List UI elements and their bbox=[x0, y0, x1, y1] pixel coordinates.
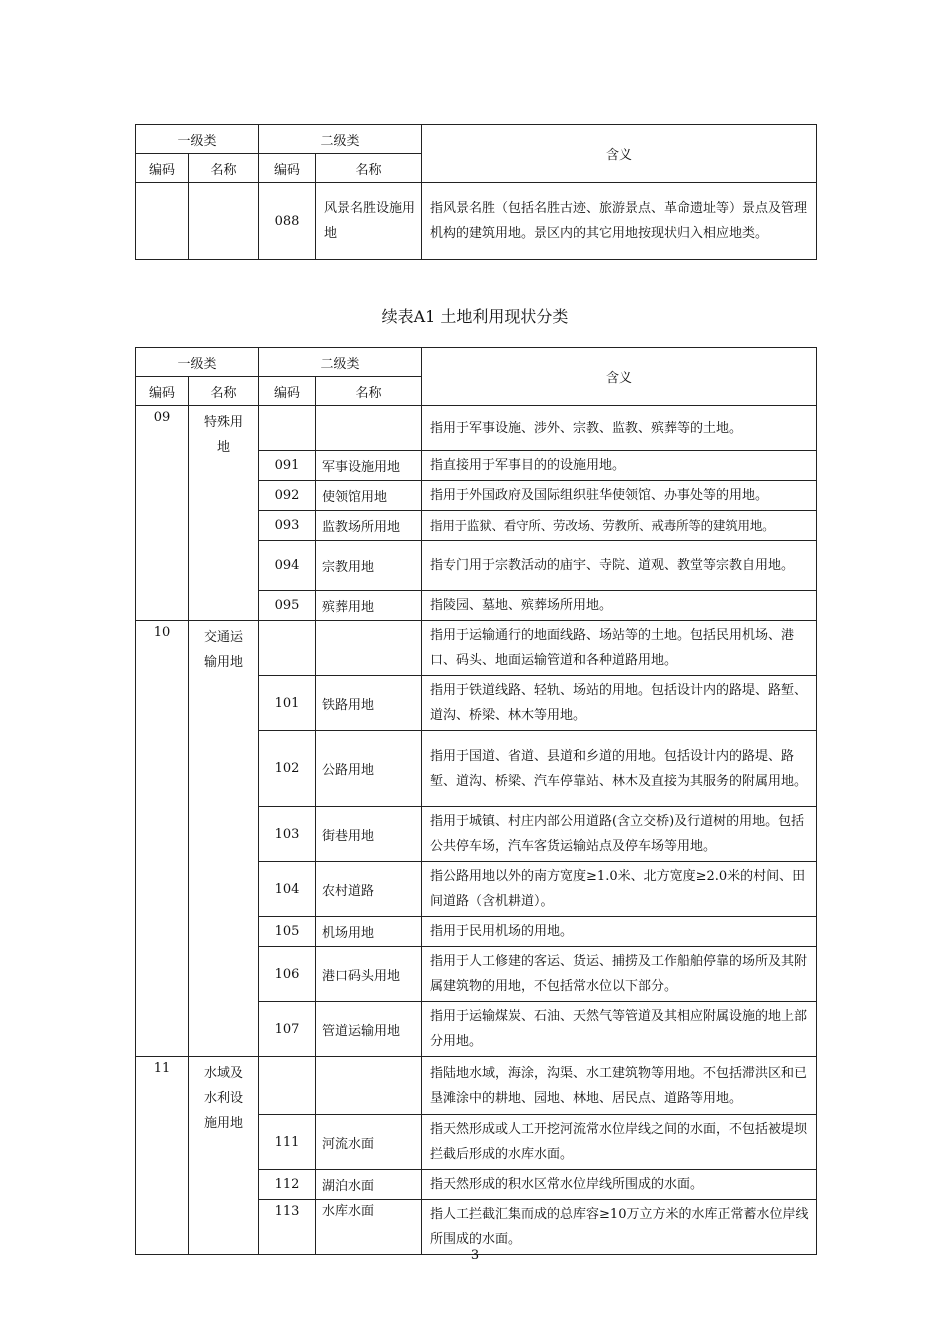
group-row bbox=[136, 406, 817, 451]
row-desc: 指陵园、墓地、殡葬场所用地。 bbox=[422, 591, 817, 621]
row-code: 107 bbox=[259, 1002, 316, 1057]
row-name: 铁路用地 bbox=[316, 676, 422, 731]
header-meaning: 含义 bbox=[422, 125, 817, 183]
row-desc: 指用于民用机场的用地。 bbox=[422, 917, 817, 947]
header-name: 名称 bbox=[189, 377, 259, 406]
row-name: 管道运输用地 bbox=[316, 1002, 422, 1057]
row-code: 104 bbox=[259, 862, 316, 917]
row-name: 河流水面 bbox=[316, 1115, 422, 1170]
table-title: 续表A1 土地利用现状分类 bbox=[381, 307, 569, 326]
row-code: 088 bbox=[259, 183, 316, 260]
row-code: 106 bbox=[259, 947, 316, 1002]
header-level2: 二级类 bbox=[259, 348, 422, 377]
row-code: 105 bbox=[259, 917, 316, 947]
header-code: 编码 bbox=[259, 377, 316, 406]
header-code: 编码 bbox=[259, 154, 316, 183]
row-name: 军事设施用地 bbox=[316, 451, 422, 481]
row-name: 殡葬用地 bbox=[316, 591, 422, 621]
group-name: 水域及水利设施用地 bbox=[204, 1066, 244, 1131]
group-name: 特殊用地 bbox=[204, 415, 244, 455]
row-desc: 指用于外国政府及国际组织驻华使领馆、办事处等的用地。 bbox=[422, 481, 817, 511]
row-desc: 指人工拦截汇集而成的总库容≥10万立方米的水库正常蓄水位岸线所围成的水面。 bbox=[422, 1200, 817, 1255]
group-desc: 指用于军事设施、涉外、宗教、监教、殡葬等的土地。 bbox=[422, 406, 817, 451]
row-name: 湖泊水面 bbox=[316, 1170, 422, 1200]
row-desc: 指直接用于军事目的的设施用地。 bbox=[422, 451, 817, 481]
row-code: 113 bbox=[259, 1200, 316, 1255]
header-name: 名称 bbox=[189, 154, 259, 183]
group-row bbox=[136, 621, 817, 676]
row-name: 农村道路 bbox=[316, 862, 422, 917]
row-desc: 指天然形成或人工开挖河流常水位岸线之间的水面，不包括被堤坝拦截后形成的水库水面。 bbox=[422, 1115, 817, 1170]
header-level1: 一级类 bbox=[136, 125, 259, 154]
group-desc: 指陆地水域，海涂，沟渠、水工建筑物等用地。不包括滞洪区和已垦滩涂中的耕地、园地、林地、居民点、道路等用地。 bbox=[422, 1057, 817, 1115]
row-code: 102 bbox=[259, 731, 316, 807]
row-name: 公路用地 bbox=[316, 731, 422, 807]
row-desc: 指用于人工修建的客运、货运、捕捞及工作船舶停靠的场所及其附属建筑物的用地，不包括常水位以下部分。 bbox=[422, 947, 817, 1002]
group-row bbox=[136, 1057, 817, 1115]
header-name: 名称 bbox=[316, 377, 422, 406]
row-code: 091 bbox=[259, 451, 316, 481]
row-name: 街巷用地 bbox=[316, 807, 422, 862]
row-desc: 指用于城镇、村庄内部公用道路(含立交桥)及行道树的用地。包括公共停车场，汽车客货运输站点及停车场等用地。 bbox=[422, 807, 817, 862]
row-name: 监教场所用地 bbox=[316, 511, 422, 541]
page-number: 3 bbox=[470, 1248, 480, 1263]
group-code: 11 bbox=[136, 1057, 189, 1255]
row-desc: 指用于监狱、看守所、劳改场、劳教所、戒毒所等的建筑用地。 bbox=[422, 511, 817, 541]
row-desc: 指专门用于宗教活动的庙宇、寺院、道观、教堂等宗教自用地。 bbox=[422, 541, 817, 591]
group-code: 10 bbox=[136, 621, 189, 1057]
table-row bbox=[136, 183, 817, 260]
row-desc: 指公路用地以外的南方宽度≥1.0米、北方宽度≥2.0米的村间、田间道路（含机耕道）。 bbox=[422, 862, 817, 917]
row-name: 港口码头用地 bbox=[316, 947, 422, 1002]
row-desc: 指天然形成的积水区常水位岸线所围成的水面。 bbox=[422, 1170, 817, 1200]
row-code: 101 bbox=[259, 676, 316, 731]
row-name: 机场用地 bbox=[316, 917, 422, 947]
row-name: 宗教用地 bbox=[316, 541, 422, 591]
row-code: 103 bbox=[259, 807, 316, 862]
row-code: 095 bbox=[259, 591, 316, 621]
group-code: 09 bbox=[136, 406, 189, 621]
header-meaning: 含义 bbox=[422, 348, 817, 406]
header-code: 编码 bbox=[136, 154, 189, 183]
group-name: 交通运输用地 bbox=[204, 630, 244, 670]
row-code: 112 bbox=[259, 1170, 316, 1200]
row-desc: 指风景名胜（包括名胜古迹、旅游景点、革命遗址等）景点及管理机构的建筑用地。景区内的其它用地按现状归入相应地类。 bbox=[422, 183, 817, 260]
row-code: 093 bbox=[259, 511, 316, 541]
row-code: 094 bbox=[259, 541, 316, 591]
header-name: 名称 bbox=[316, 154, 422, 183]
row-desc: 指用于国道、省道、县道和乡道的用地。包括设计内的路堤、路堑、道沟、桥梁、汽车停靠站、林木及直接为其服务的附属用地。 bbox=[422, 731, 817, 807]
header-code: 编码 bbox=[136, 377, 189, 406]
header-level1: 一级类 bbox=[136, 348, 259, 377]
row-desc: 指用于铁道线路、轻轨、场站的用地。包括设计内的路堤、路堑、道沟、桥梁、林木等用地。 bbox=[422, 676, 817, 731]
row-name: 风景名胜设施用地 bbox=[316, 183, 422, 260]
row-name: 使领馆用地 bbox=[316, 481, 422, 511]
row-code: 092 bbox=[259, 481, 316, 511]
row-name: 水库水面 bbox=[316, 1200, 422, 1255]
row-code: 111 bbox=[259, 1115, 316, 1170]
group-desc: 指用于运输通行的地面线路、场站等的土地。包括民用机场、港口、码头、地面运输管道和各种道路用地。 bbox=[422, 621, 817, 676]
land-use-table-top bbox=[135, 124, 817, 260]
header-level2: 二级类 bbox=[259, 125, 422, 154]
row-desc: 指用于运输煤炭、石油、天然气等管道及其相应附属设施的地上部分用地。 bbox=[422, 1002, 817, 1057]
land-use-table bbox=[135, 347, 817, 1255]
